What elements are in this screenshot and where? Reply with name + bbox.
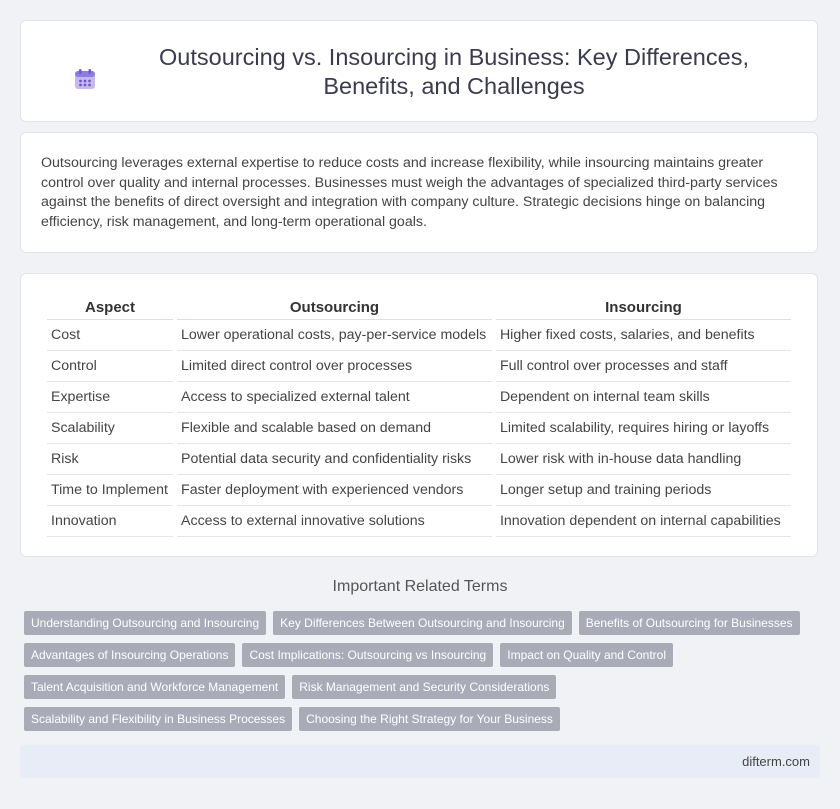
table-cell: Innovation dependent on internal capabilities — [496, 506, 791, 537]
related-term-tag[interactable]: Talent Acquisition and Workforce Management — [24, 675, 285, 699]
table-cell: Limited direct control over processes — [177, 351, 492, 382]
column-header: Insourcing — [496, 295, 791, 320]
table-cell: Lower risk with in-house data handling — [496, 444, 791, 475]
related-terms-list — [24, 611, 824, 739]
site-link[interactable]: difterm.com — [742, 754, 810, 769]
table-cell: Full control over processes and staff — [496, 351, 791, 382]
table-cell: Higher fixed costs, salaries, and benefits — [496, 320, 791, 351]
table-cell: Time to Implement — [47, 475, 173, 506]
comparison-table — [43, 295, 795, 537]
page-title: Outsourcing vs. Insourcing in Business: Key Differences, Benefits, and Challenges — [159, 44, 749, 99]
table-cell: Access to external innovative solutions — [177, 506, 492, 537]
related-term-tag[interactable]: Scalability and Flexibility in Business Processes — [24, 707, 292, 731]
related-term-tag[interactable]: Benefits of Outsourcing for Businesses — [579, 611, 800, 635]
related-term-tag[interactable]: Advantages of Insourcing Operations — [24, 643, 235, 667]
table-cell: Lower operational costs, pay-per-service models — [177, 320, 492, 351]
footer — [20, 745, 820, 778]
table-row — [47, 475, 791, 506]
table-cell: Control — [47, 351, 173, 382]
intro-card — [20, 132, 818, 253]
header-card — [20, 20, 818, 122]
table-row — [47, 506, 791, 537]
table-cell: Potential data security and confidentiality risks — [177, 444, 492, 475]
table-cell: Dependent on internal team skills — [496, 382, 791, 413]
related-term-tag[interactable]: Choosing the Right Strategy for Your Business — [299, 707, 560, 731]
related-terms-heading: Important Related Terms — [332, 578, 508, 595]
table-cell: Risk — [47, 444, 173, 475]
related-term-tag[interactable]: Key Differences Between Outsourcing and Insourcing — [273, 611, 572, 635]
related-term-tag[interactable]: Understanding Outsourcing and Insourcing — [24, 611, 266, 635]
calendar-icon — [73, 67, 97, 91]
column-header: Aspect — [47, 295, 173, 320]
table-cell: Innovation — [47, 506, 173, 537]
table-cell: Faster deployment with experienced vendors — [177, 475, 492, 506]
table-header-row — [47, 295, 791, 320]
table-cell: Cost — [47, 320, 173, 351]
table-cell: Access to specialized external talent — [177, 382, 492, 413]
table-cell: Scalability — [47, 413, 173, 444]
comparison-card — [20, 273, 818, 557]
table-row — [47, 382, 791, 413]
related-term-tag[interactable]: Cost Implications: Outsourcing vs Insourcing — [242, 643, 493, 667]
table-cell: Longer setup and training periods — [496, 475, 791, 506]
table-row — [47, 413, 791, 444]
table-row — [47, 320, 791, 351]
intro-text: Outsourcing leverages external expertise to reduce costs and increase flexibility, while insourcing maintains greater control over quality and internal processes. Businesses must weigh the advantages of specialized third-party services against the benefits of direct oversight and integration with company culture. Strategic decisions hinge on balancing efficiency, risk management, and long-term operational goals. — [41, 155, 778, 230]
column-header: Outsourcing — [177, 295, 492, 320]
table-row — [47, 351, 791, 382]
table-row — [47, 444, 791, 475]
table-cell: Expertise — [47, 382, 173, 413]
related-term-tag[interactable]: Impact on Quality and Control — [500, 643, 673, 667]
table-cell: Limited scalability, requires hiring or layoffs — [496, 413, 791, 444]
related-term-tag[interactable]: Risk Management and Security Considerations — [292, 675, 556, 699]
table-cell: Flexible and scalable based on demand — [177, 413, 492, 444]
